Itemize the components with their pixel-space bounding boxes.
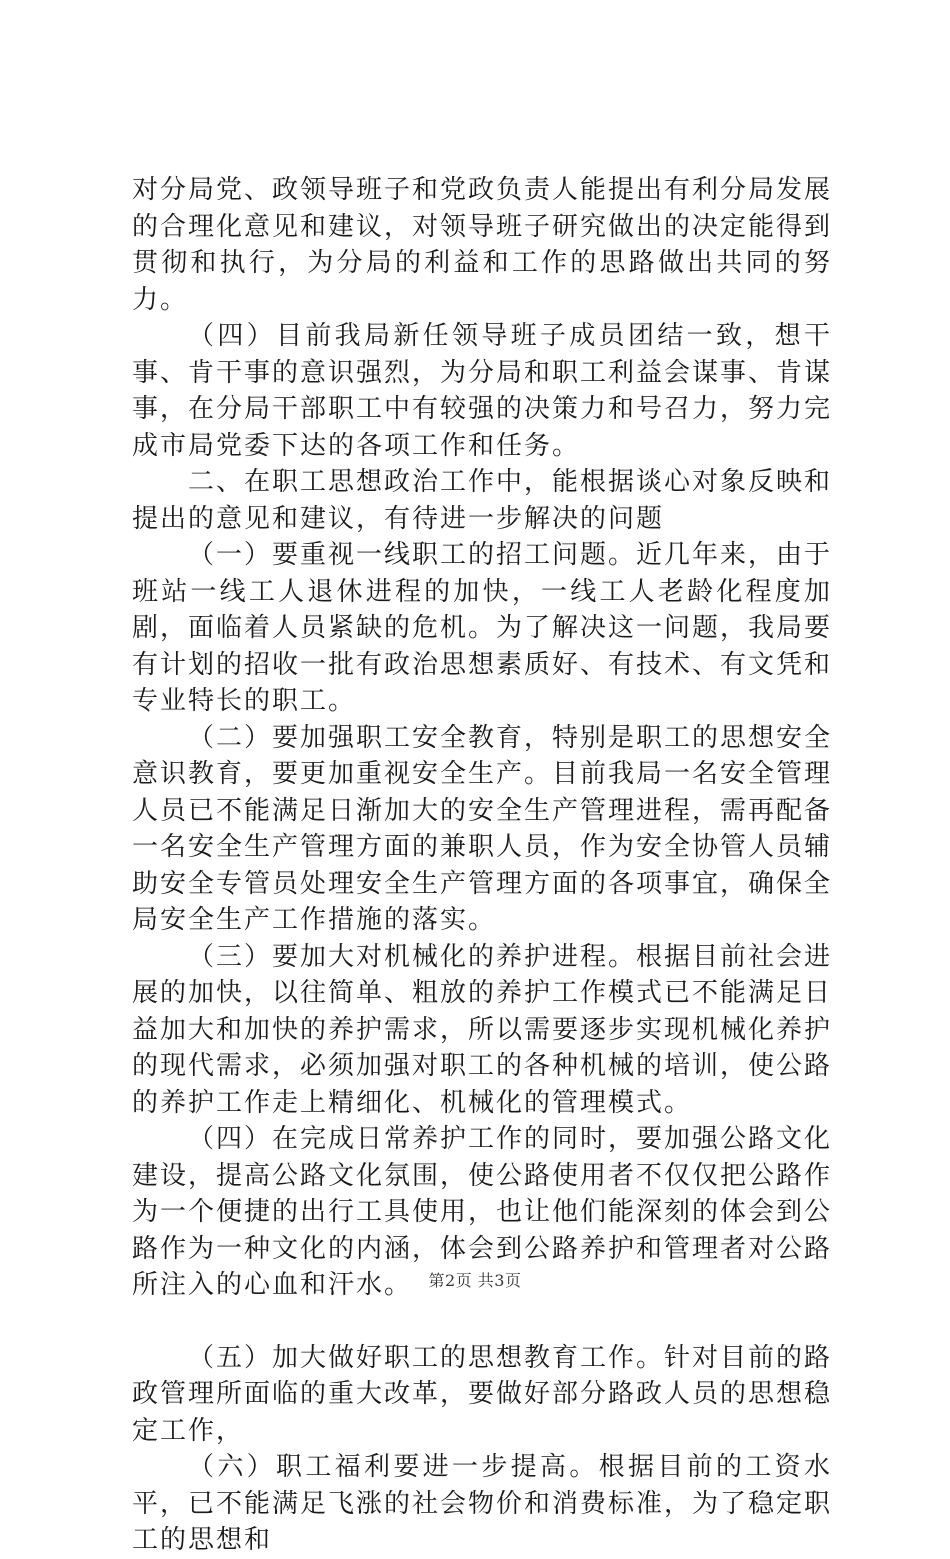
- page-number-label: 第2页 共3页: [428, 1271, 522, 1290]
- paragraph-item-4b: （四）在完成日常养护工作的同时，要加强公路文化建设，提高公路文化氛围，使公路使用者不仅仅把公路作为一个便捷的出行工具使用，也让他们能深刻的体会到公路作为一种文化的内涵，体会到公路养护和管理者对公路所注入的心血和汗水。: [132, 1124, 833, 1300]
- paragraph-item-6: （六）职工福利要进一步提高。根据目前的工资水平，已不能满足飞涨的社会物价和消费标准，为了稳定职工的思想和: [132, 1452, 833, 1555]
- paragraph-item-4: （四）目前我局新任领导班子成员团结一致，想干事、肯干事的意识强烈，为分局和职工利益会谋事、肯谋事，在分局干部职工中有较强的决策力和号召力，努力完成市局党委下达的各项工作和任务。: [132, 321, 833, 461]
- paragraph-item-3: （三）要加大对机械化的养护进程。根据目前社会进展的加快，以往简单、粗放的养护工作模式已不能满足日益加大和加快的养护需求，所以需要逐步实现机械化养护的现代需求，必须加强对职工的各种机械的培训，使公路的养护工作走上精细化、机械化的管理模式。: [132, 941, 833, 1118]
- paragraph-item-5: （五）加大做好职工的思想教育工作。针对目前的路政管理所面临的重大改革，要做好部分路政人员的思想稳定工作，: [132, 1342, 833, 1446]
- paragraph-continuation: 对分局党、政领导班子和党政负责人能提出有利分局发展的合理化意见和建议，对领导班子研究做出的决定能得到贯彻和执行，为分局的利益和工作的思路做出共同的努力。: [132, 175, 833, 315]
- paragraph-item-1: （一）要重视一线职工的招工问题。近几年来，由于班站一线工人退休进程的加快，一线工人老龄化程度加剧，面临着人员紧缺的危机。为了解决这一问题，我局要有计划的招收一批有政治思想素质好、有技术、有文凭和专业特长的职工。: [132, 540, 833, 716]
- section-heading-2: 二、在职工思想政治工作中，能根据谈心对象反映和提出的意见和建议，有待进一步解决的问题: [132, 467, 833, 534]
- paragraph-item-2: （二）要加强职工安全教育，特别是职工的思想安全意识教育，要更加重视安全生产。目前我局一名安全管理人员已不能满足日渐加大的安全生产管理进程，需再配备一名安全生产管理方面的兼职人员，作为安全协管人员辅助安全专管员处理安全生产管理方面的各项事宜，确保全局安全生产工作措施的落实。: [132, 722, 833, 935]
- document-body: [132, 172, 832, 1559]
- page-footer: [0, 1268, 950, 1291]
